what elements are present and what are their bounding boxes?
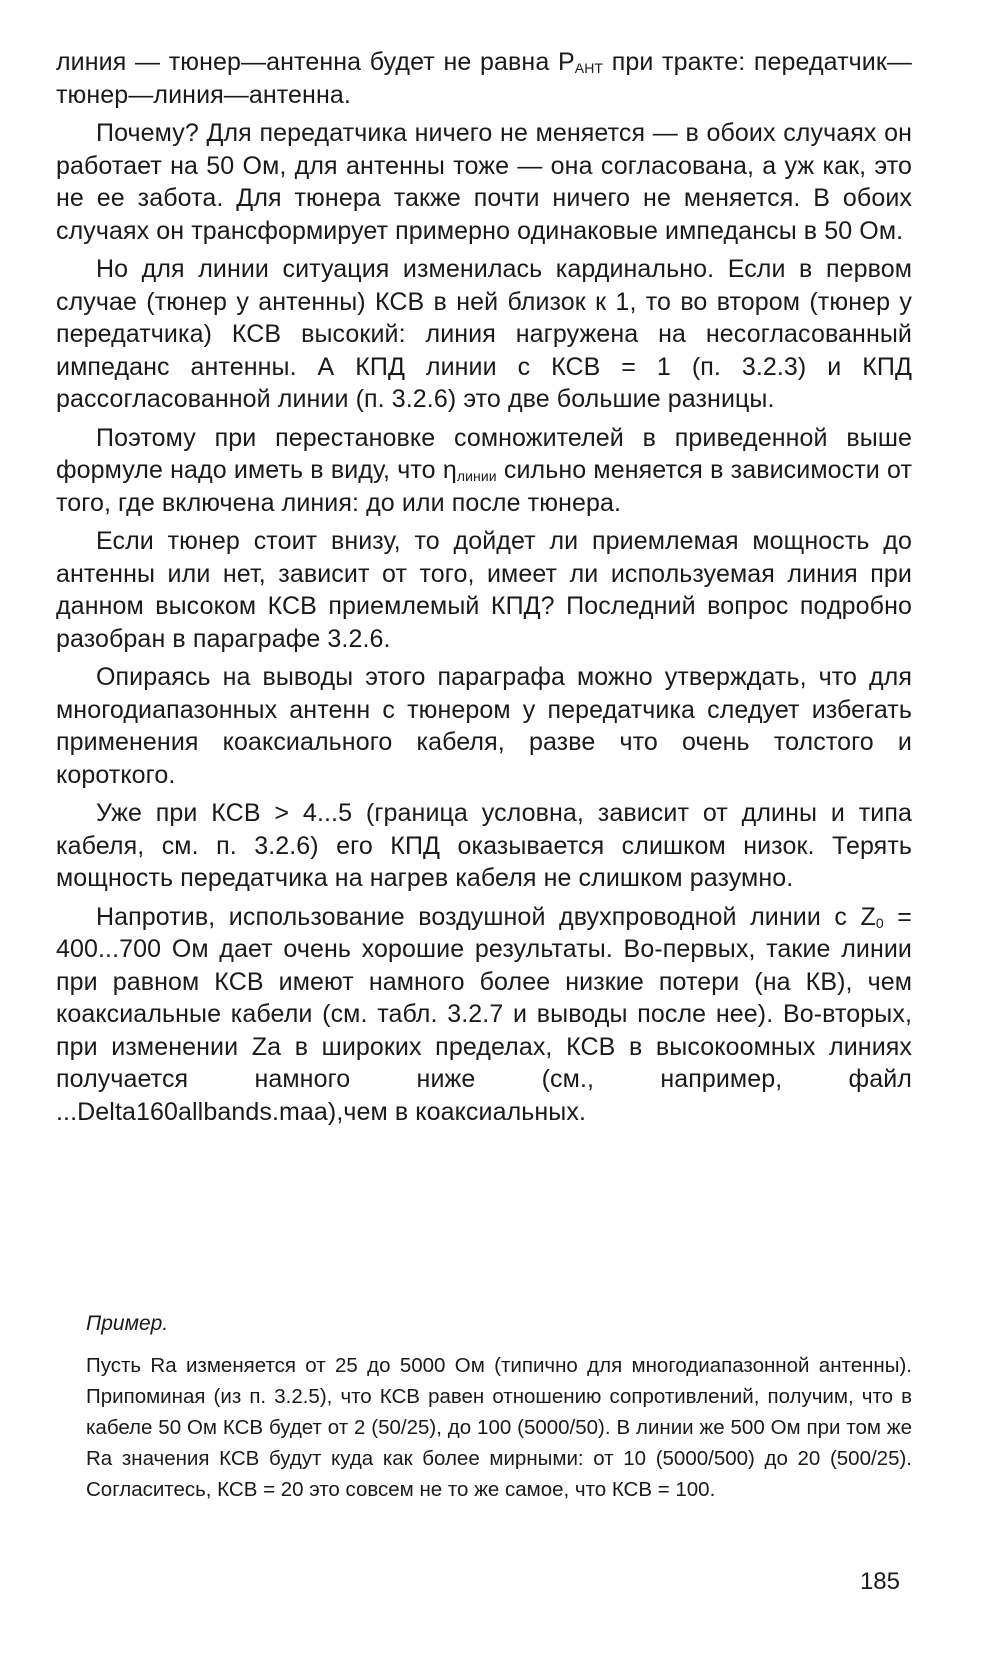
paragraph-4 [56, 422, 912, 520]
subscript-zero: 0 [875, 914, 884, 931]
paragraph-6: Опираясь на выводы этого параграфа можно утверждать, что для многодиапазонных антенн с тюнером у передатчика следует избегать применения коаксиального кабеля, разве что очень толстого и короткого. [56, 663, 912, 789]
paragraph-1-text-b: при тракте: передатчик—тюнер—линия—антенна. [56, 48, 912, 109]
subscript-line: линии [456, 468, 497, 484]
paragraph-2: Почему? Для передатчика ничего не меняется — в обоих случаях он работает на 50 Ом, для антенны тоже — она согласована, а уж как, это не ее забота. Для тюнера также почти ничего не меняется. В обоих случаях он трансформирует примерно одинаковые импедансы в 50 Ом. [56, 119, 912, 245]
paragraph-4-text-b: сильно меняется в зависимости от того, где включена линия: до или после тюнера. [56, 456, 913, 517]
paragraph-8 [56, 901, 912, 1129]
example-title: Пример. [86, 1312, 169, 1335]
paragraph-1 [56, 46, 912, 111]
paragraph-5: Если тюнер стоит внизу, то дойдет ли приемлемая мощность до антенны или нет, зависит от того, имеет ли используемая линия при данном высоком КСВ приемлемый КПД? Последний вопрос подробно разобран в параграфе 3.2.6. [56, 527, 912, 653]
main-text [56, 46, 912, 1134]
paragraph-1-text-a: линия — тюнер—антенна будет не равна P [56, 48, 575, 76]
example-text: Пусть Ra изменяется от 25 до 5000 Ом (типично для многодиапазонной антенны). Припоминая (из п. 3.2.5), что КСВ равен отношению сопротивлений, получим, что в кабеле 50 Ом КСВ будет от 2 (50/25), до 100 (5000/50). В линии же 500 Ом при том же Ra значения КСВ будут куда как более мирными: от 10 (5000/500) до 20 (500/25). Согласитесь, КСВ = 20 это совсем не то же самое, что КСВ = 100. [86, 1354, 912, 1501]
example-block [86, 1312, 912, 1505]
paragraph-8-text-a: Напротив, использование воздушной двухпроводной линии с Z [96, 902, 876, 931]
paragraph-8-text-b: = 400...700 Ом дает очень хорошие результаты. Во-первых, такие линии при равном КСВ имеют намного более низкие потери (на КВ), чем коаксиальные кабели (см. табл. 3.2.7 и выводы после нее). Во-вторых, при изменении Za в широких пределах, КСВ в высокоомных линиях получается намного ниже (см., например, файл ...Delta160allbands.maa),чем в коаксиальных. [56, 902, 912, 1126]
subscript-ant: АНТ [574, 60, 604, 76]
page-number: 185 [859, 1568, 900, 1595]
paragraph-7: Уже при КСВ > 4...5 (граница условна, зависит от длины и типа кабеля, см. п. 3.2.6) его КПД оказывается слишком низок. Терять мощность передатчика на нагрев кабеля не слишком разумно. [56, 799, 912, 892]
paragraph-4-text-a: Поэтому при перестановке сомножителей в приведенной выше формуле надо иметь в виду, что η [56, 423, 912, 484]
paragraph-3: Но для линии ситуация изменилась кардинально. Если в первом случае (тюнер у антенны) КСВ в ней близок к 1, то во втором (тюнер у передатчика) КСВ высокий: линия нагружена на несогласованный импеданс антенны. А КПД линии с КСВ = 1 (п. 3.2.3) и КПД рассогласованной линии (п. 3.2.6) это две большие разницы. [56, 255, 912, 413]
